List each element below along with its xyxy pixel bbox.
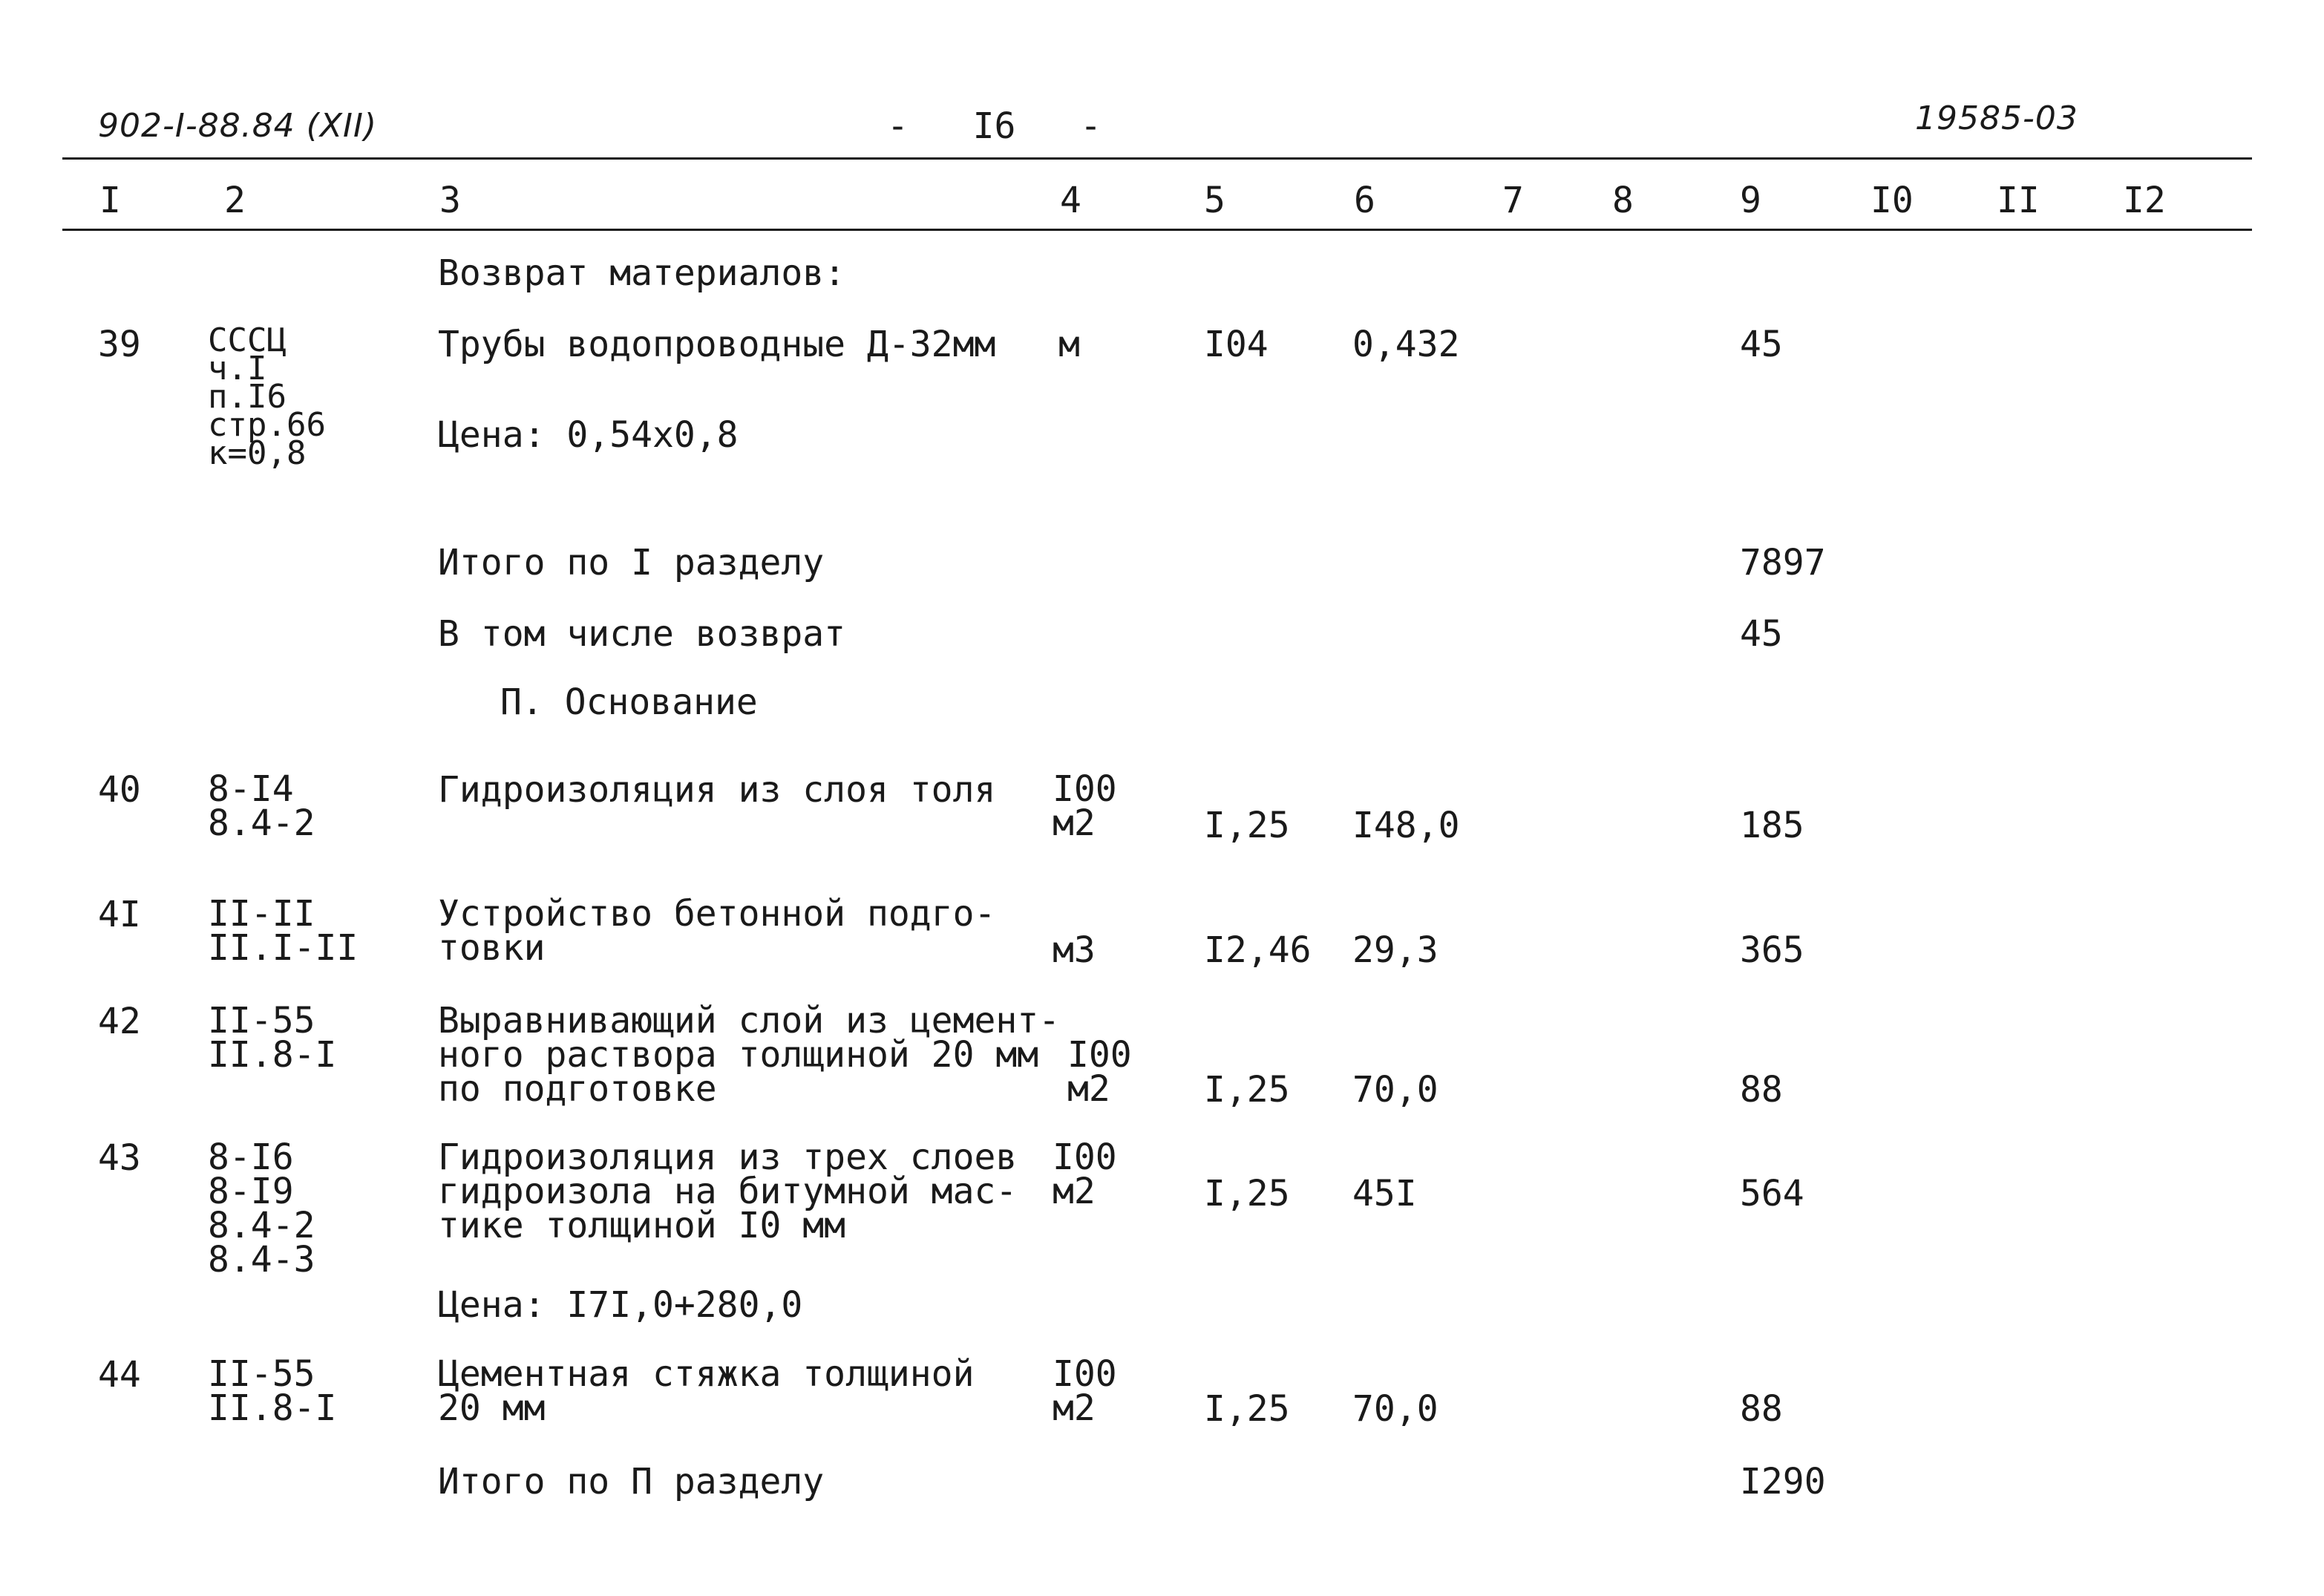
item-quantity: I,25 xyxy=(1204,1069,1290,1111)
total-section-2-value: I290 xyxy=(1740,1461,1826,1502)
norm-reference: II-55 II.8-I xyxy=(208,1353,337,1429)
col-header-4: 4 xyxy=(1060,180,1081,221)
col-header-2: 2 xyxy=(224,180,246,221)
item-name: Устройство бетонной подго- товки xyxy=(438,893,996,969)
header-rule-bottom xyxy=(62,229,2252,231)
norm-reference: II-55 II.8-I xyxy=(208,1000,337,1076)
item-unit: м3 xyxy=(1053,929,1096,971)
total-section-1-label: Итого по I разделу xyxy=(438,542,825,583)
returns-value: 45 xyxy=(1740,613,1783,655)
archive-number: 19585-03 xyxy=(1915,99,2078,137)
row-number: 43 xyxy=(98,1137,141,1179)
item-name: Выравнивающий слой из цемент- ного раствора толщиной 20 мм по подготовке xyxy=(438,1000,1061,1110)
page-number: - I6 - xyxy=(887,105,1102,147)
col-header-8: 8 xyxy=(1612,180,1634,221)
row-number: 42 xyxy=(98,1001,141,1042)
col-header-5: 5 xyxy=(1204,180,1225,221)
item-unit: м xyxy=(1058,324,1080,365)
item-unit: I00 м2 xyxy=(1053,1137,1117,1212)
item-quantity: I,25 xyxy=(1204,1173,1290,1214)
item-total: 88 xyxy=(1740,1388,1783,1430)
item-unit-price: 70,0 xyxy=(1352,1388,1438,1430)
item-unit-price: I48,0 xyxy=(1352,805,1460,846)
item-name: Трубы водопроводные Д-32мм xyxy=(438,324,996,365)
col-header-1: I xyxy=(99,180,121,221)
norm-reference: II-II II.I-II xyxy=(208,893,359,969)
item-quantity: I2,46 xyxy=(1204,929,1312,971)
norm-reference: СССЦ ч.I п.I6 стр.66 к=0,8 xyxy=(208,321,326,472)
item-unit-price: 70,0 xyxy=(1352,1069,1438,1111)
item-name: Цементная стяжка толщиной 20 мм xyxy=(438,1353,975,1429)
col-header-11: II xyxy=(1997,180,2040,221)
item-total: 88 xyxy=(1740,1069,1783,1111)
col-header-12: I2 xyxy=(2123,180,2166,221)
item-total: 45 xyxy=(1740,324,1783,365)
row-number: 39 xyxy=(98,324,141,365)
col-header-7: 7 xyxy=(1502,180,1524,221)
item-unit: I00 м2 xyxy=(1067,1034,1132,1110)
item-price-note: Цена: 0,54х0,8 xyxy=(438,414,739,456)
item-unit: I00 м2 xyxy=(1053,1353,1117,1429)
item-name: Гидроизоляция из трех слоев гидроизола на битумной мас- тике толщиной I0 мм xyxy=(438,1137,1018,1246)
item-quantity: I,25 xyxy=(1204,805,1290,846)
item-quantity: I,25 xyxy=(1204,1388,1290,1430)
row-number: 4I xyxy=(98,894,141,935)
total-section-2-label: Итого по П разделу xyxy=(438,1461,825,1502)
norm-reference: 8-I6 8-I9 8.4-2 8.4-3 xyxy=(208,1137,315,1281)
col-header-3: 3 xyxy=(439,180,461,221)
col-header-9: 9 xyxy=(1740,180,1761,221)
item-name: Гидроизоляция из слоя толя xyxy=(438,769,996,811)
norm-reference: 8-I4 8.4-2 xyxy=(208,768,315,844)
item-quantity: I04 xyxy=(1204,324,1269,365)
section-2-title: П. Основание xyxy=(500,681,758,723)
item-price-note: Цена: I7I,0+280,0 xyxy=(438,1284,803,1326)
total-section-1-value: 7897 xyxy=(1740,542,1826,583)
row-number: 40 xyxy=(98,769,141,811)
col-header-6: 6 xyxy=(1354,180,1375,221)
item-total: 365 xyxy=(1740,929,1804,971)
item-total: 564 xyxy=(1740,1173,1804,1214)
section-returns-title: Возврат материалов: xyxy=(438,252,846,294)
col-header-10: I0 xyxy=(1870,180,1914,221)
row-number: 44 xyxy=(98,1354,141,1396)
item-unit: I00 м2 xyxy=(1053,768,1117,844)
item-unit-price: 0,432 xyxy=(1352,324,1460,365)
item-total: 185 xyxy=(1740,805,1804,846)
returns-label: В том числе возврат xyxy=(438,613,846,655)
item-unit-price: 29,3 xyxy=(1352,929,1438,971)
header-rule-top xyxy=(62,157,2252,160)
item-unit-price: 45I xyxy=(1352,1173,1417,1214)
doc-code: 902-I-88.84 (XII) xyxy=(98,107,378,145)
